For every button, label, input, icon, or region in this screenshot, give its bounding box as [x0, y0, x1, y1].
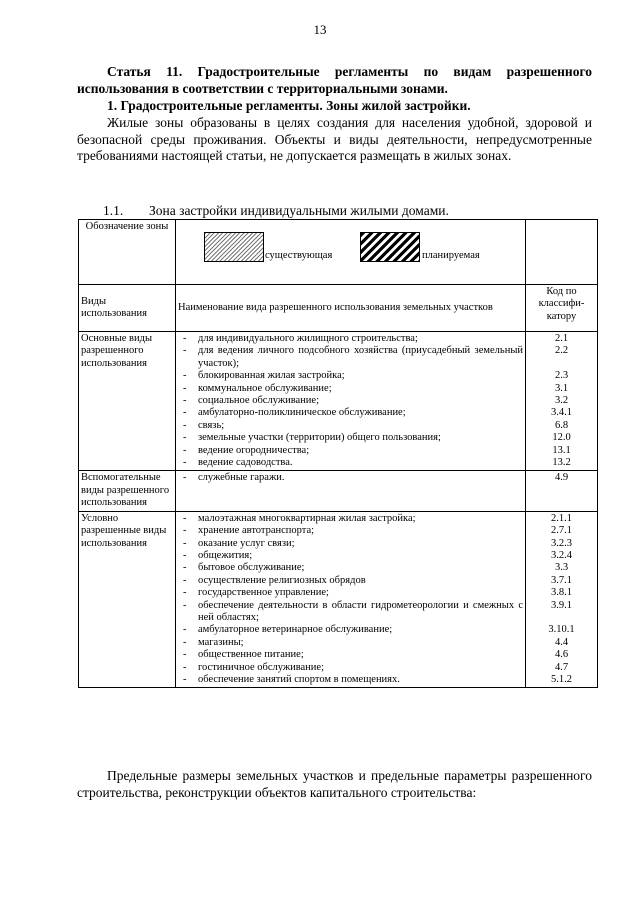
usage-item-text: амбулаторное ветеринарное обслуживание; [198, 624, 393, 636]
usage-item-text: общественное питание; [198, 649, 304, 661]
classifier-code: 4.7 [554, 661, 569, 673]
usage-item [178, 624, 523, 636]
classifier-code: 3.8.1 [551, 587, 572, 599]
list-dash: - [183, 444, 187, 456]
usage-item-text: осуществление религиозных обрядов [198, 574, 366, 586]
list-dash: - [183, 562, 187, 574]
legend-existing-label: существующая [265, 250, 333, 261]
classifier-code: 6.8 [554, 419, 569, 431]
classifier-code: 3.2.3 [551, 537, 572, 549]
classifier-code: 13.1 [552, 444, 571, 456]
list-dash: - [183, 661, 187, 673]
usage-item-text: коммунальное обслуживание; [198, 382, 332, 394]
list-dash: - [183, 624, 187, 636]
list-dash: - [183, 395, 187, 407]
usage-item [178, 333, 523, 345]
usage-item [178, 637, 523, 649]
list-dash: - [183, 574, 187, 586]
list-dash: - [183, 419, 187, 431]
legend-planned-label: планируемая [422, 250, 480, 261]
section-subheading: 1. Градостроительные регламенты. Зоны жилой застройки. [107, 98, 471, 113]
usage-group-codes [526, 332, 598, 471]
usage-item [178, 525, 523, 537]
classifier-code: 3.4.1 [551, 407, 572, 419]
usage-group-items [176, 511, 526, 688]
list-dash: - [183, 512, 187, 524]
list-dash: - [183, 407, 187, 419]
usage-item [178, 383, 523, 395]
usage-item-text: для ведения личного подсобного хозяйства (приусадебный земельный участок); [198, 345, 523, 369]
usage-item-text: социальное обслуживание; [198, 395, 319, 407]
usage-item [178, 550, 523, 562]
usage-item-text: обеспечение занятий спортом в помещениях. [198, 673, 400, 685]
classifier-code: 12.0 [552, 432, 571, 444]
usage-group-codes [526, 511, 598, 688]
usage-item [178, 538, 523, 550]
regulation-table [78, 219, 598, 688]
usage-item-text: малоэтажная многоквартирная жилая застройка; [198, 512, 416, 524]
legend-empty-cell [526, 220, 598, 285]
usage-group-label: Условно разрешенные виды использования [79, 511, 176, 688]
zone-title [103, 203, 449, 219]
usage-item [178, 649, 523, 661]
header-usage-type: Виды использования [79, 285, 176, 332]
classifier-code: 3.7.1 [551, 574, 572, 586]
usage-item [178, 420, 523, 432]
usage-item-text: государственное управление; [198, 587, 329, 599]
list-dash: - [183, 525, 187, 537]
usage-item-text: для индивидуального жилищного строительства; [198, 333, 418, 344]
usage-item [178, 513, 523, 525]
usage-item [178, 370, 523, 382]
planned-zone-hatch-icon [360, 232, 420, 262]
classifier-code: 5.1.2 [551, 673, 572, 685]
usage-group-items [176, 471, 526, 511]
classifier-code: 2.1 [554, 333, 569, 344]
usage-item-text: служебные гаражи. [198, 472, 285, 484]
usage-group-row [79, 511, 598, 688]
usage-item [178, 662, 523, 674]
usage-item [178, 587, 523, 599]
usage-item [178, 345, 523, 370]
usage-item-text: магазины; [198, 636, 244, 648]
list-dash: - [183, 382, 187, 394]
classifier-code: 3.9.1 [551, 599, 572, 611]
classifier-code: 3.1 [554, 382, 569, 394]
usage-item-text: связь; [198, 419, 225, 431]
classifier-code: 3.2.4 [551, 549, 572, 561]
list-dash: - [183, 457, 187, 469]
header-name: Наименование вида разрешенного использования земельных участков [176, 285, 526, 332]
usage-item-text: обеспечение деятельности в области гидрометеорологии и смежных с ней областях; [198, 599, 523, 623]
classifier-code: 3.3 [554, 562, 569, 574]
usage-item [178, 674, 523, 686]
usage-group-label: Основные виды разрешенного использования [79, 332, 176, 471]
zone-legend [176, 220, 525, 282]
zone-number: 1.1. [103, 203, 124, 218]
usage-item [178, 432, 523, 444]
usage-item-text: хранение автотранспорта; [198, 525, 315, 537]
legend-label: Обозначение зоны [79, 220, 176, 285]
usage-item-text: земельные участки (территории) общего пользования; [198, 432, 441, 444]
classifier-code: 2.2 [554, 345, 569, 357]
classifier-code: 13.2 [552, 457, 571, 469]
usage-item [178, 562, 523, 574]
existing-zone-hatch-icon [204, 232, 264, 262]
table-header-row [79, 285, 598, 332]
usage-item [178, 445, 523, 457]
usage-item-text: общежития; [198, 549, 253, 561]
classifier-code: 4.6 [554, 649, 569, 661]
usage-item-text: ведение огородничества; [198, 444, 310, 456]
usage-item [178, 600, 523, 625]
classifier-code: 2.3 [554, 370, 569, 382]
list-dash: - [183, 636, 187, 648]
usage-group-items [176, 332, 526, 471]
classifier-code: 4.9 [554, 472, 569, 484]
usage-item-text: бытовое обслуживание; [198, 562, 305, 574]
list-dash: - [183, 432, 187, 444]
list-dash: - [183, 587, 187, 599]
usage-group-row [79, 471, 598, 511]
list-dash: - [183, 549, 187, 561]
usage-item [178, 472, 523, 484]
classifier-code: 2.7.1 [551, 525, 572, 537]
table-groups [79, 332, 598, 688]
list-dash: - [183, 472, 187, 484]
usage-group-row [79, 332, 598, 471]
zone-name: Зона застройки индивидуальными жилыми домами. [149, 203, 449, 218]
page-number: 13 [313, 22, 327, 37]
article-heading: Статья 11. Градостроительные регламенты по видам разрешенного использования в соответствии с территориальными зонами. [77, 64, 592, 96]
final-paragraph: Предельные размеры земельных участков и предельные параметры разрешенного строительства, реконструкции объектов капитального строительства: [77, 768, 592, 800]
usage-group-label: Вспомогательные виды разрешенного использования [79, 471, 176, 511]
usage-item-text: ведение садоводства. [198, 457, 293, 469]
classifier-code: 4.4 [554, 636, 569, 648]
list-dash: - [183, 673, 187, 685]
usage-item [178, 407, 523, 419]
intro-paragraph: Жилые зоны образованы в целях создания для населения удобной, здоровой и безопасной среды проживания. Объекты и виды деятельности, непредусмотренные требованиями настоящей статьи, не допускается размещать в жилых зонах. [77, 115, 592, 163]
list-dash: - [183, 537, 187, 549]
list-dash: - [183, 345, 187, 357]
usage-item [178, 395, 523, 407]
legend-cell [176, 220, 526, 285]
list-dash: - [183, 370, 187, 382]
usage-item-text: амбулаторно-поликлиническое обслуживание; [198, 407, 406, 419]
list-dash: - [183, 599, 187, 611]
header-code: Код по классифи-катору [526, 285, 598, 332]
list-dash: - [183, 333, 187, 344]
classifier-code: 3.10.1 [548, 624, 575, 636]
classifier-code: 3.2 [554, 395, 569, 407]
usage-item-text: оказание услуг связи; [198, 537, 295, 549]
usage-item [178, 457, 523, 469]
usage-item-text: блокированная жилая застройка; [198, 370, 345, 382]
usage-group-codes [526, 471, 598, 511]
classifier-code: 2.1.1 [551, 512, 572, 524]
usage-item-text: гостиничное обслуживание; [198, 661, 324, 673]
usage-item [178, 575, 523, 587]
list-dash: - [183, 649, 187, 661]
legend-row [79, 220, 598, 285]
